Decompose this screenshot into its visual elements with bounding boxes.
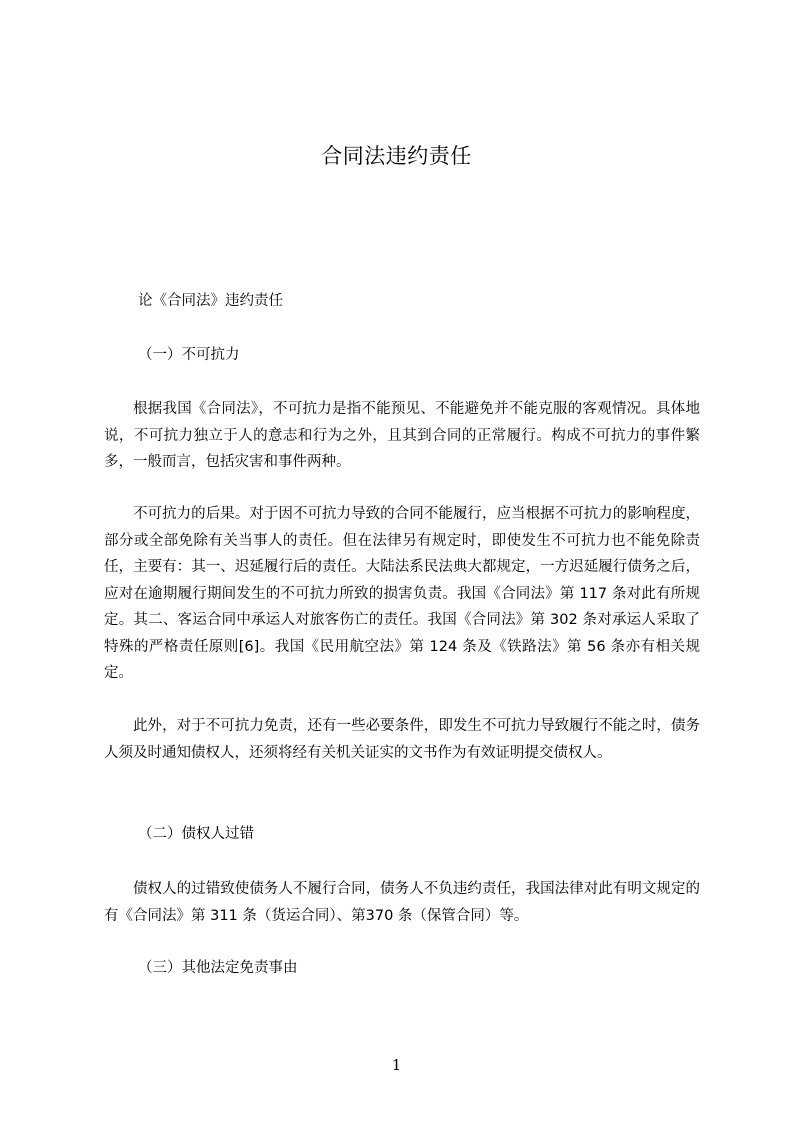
paragraph-creditor-fault: 债权人的过错致使债务人不履行合同，债务人不负违约责任，我国法律对此有明文规定的有《合同法》第 311 条（货运合同）、第370 条（保管合同）等。 <box>104 881 700 924</box>
section-heading-creditor-fault: （二）债权人过错 <box>138 826 254 842</box>
page-number: 1 <box>391 1056 402 1074</box>
document-subtitle: 论《合同法》违约责任 <box>138 293 283 309</box>
section-heading-force-majeure: （一）不可抗力 <box>138 347 240 363</box>
section-heading-other-exemptions: （三）其他法定免责事由 <box>138 960 298 976</box>
paragraph-force-majeure-consequences: 不可抗力的后果。对于因不可抗力导致的合同不能履行，应当根据不可抗力的影响程度，部分或全部免除有关当事人的责任。但在法律另有规定时，即使发生不可抗力也不能免除责任，主要有：其一、迟延履行后的责任。大陆法系民法典大都规定，一方迟延履行债务之后，应对在逾期履行期间发生的不可抗力所致的损害负责。我国《合同法》第 117 条对此有所规定。其二、客运合同中承运人对旅客伤亡的责任。我国《合同法》第 302 条对承运人采取了特殊的严格责任原则[6]。我国《民用航空法》第 124 条及《铁路法》第 56 条亦有相关规定。 <box>104 506 700 681</box>
paragraph-force-majeure-definition: 根据我国《合同法》，不可抗力是指不能预见、不能避免并不能克服的客观情况。具体地说，不可抗力独立于人的意志和行为之外，且其到合同的正常履行。构成不可抗力的事件繁多，一般而言，包括灾害和事件两种。 <box>104 401 700 470</box>
paragraph-force-majeure-conditions: 此外，对于不可抗力免责，还有一些必要条件，即发生不可抗力导致履行不能之时，债务人须及时通知债权人，还须将经有关机关证实的文书作为有效证明提交债权人。 <box>104 718 700 761</box>
page-title: 合同法违约责任 <box>321 144 472 168</box>
